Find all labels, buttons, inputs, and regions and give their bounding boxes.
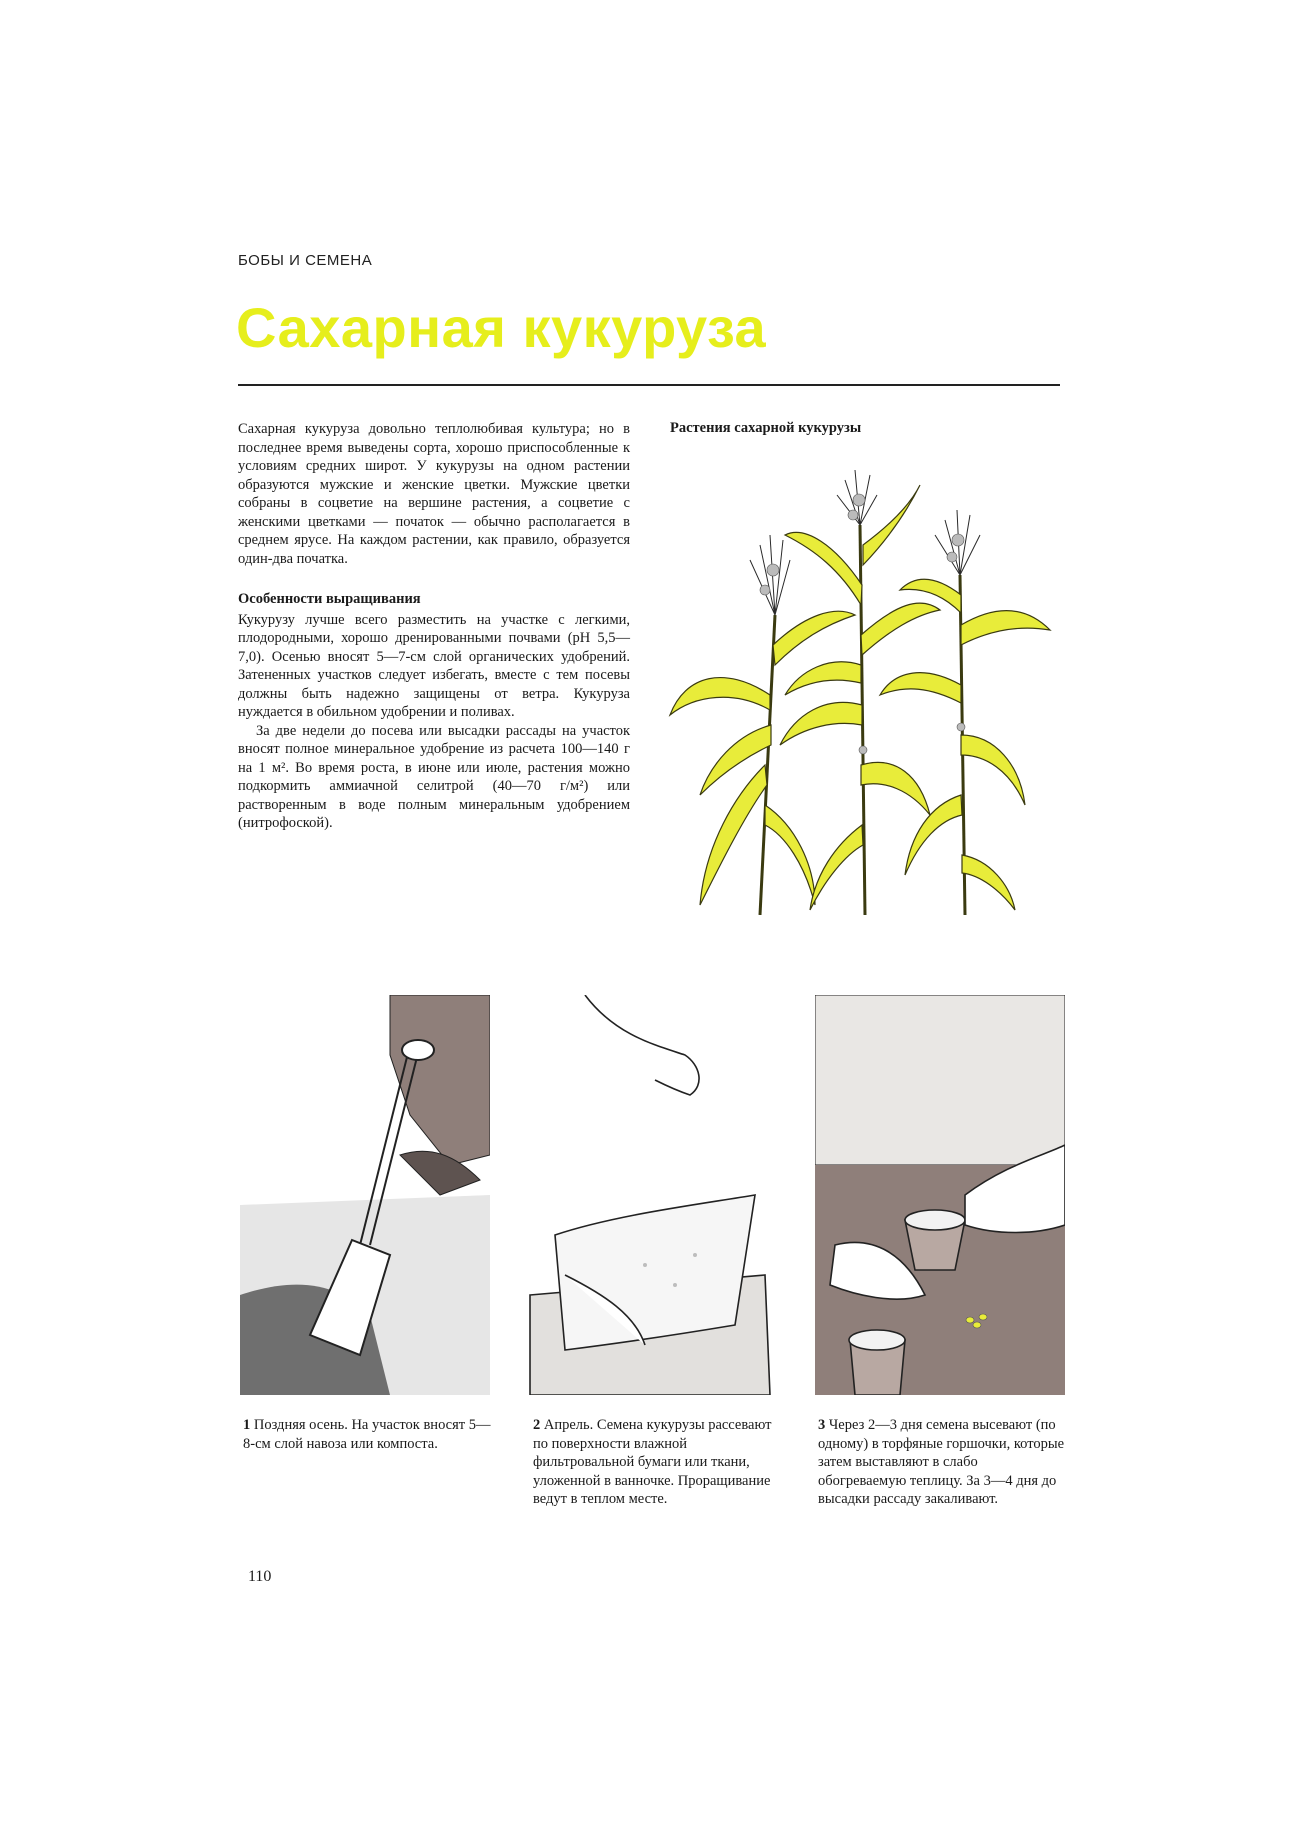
step-3-number: 3 <box>818 1417 826 1433</box>
step-3-caption <box>818 1416 1068 1509</box>
step-1-caption <box>243 1416 493 1453</box>
step-2-number: 2 <box>533 1417 541 1433</box>
step-3-illustration <box>815 995 1065 1395</box>
step-2-illustration <box>525 995 775 1395</box>
page-title: Сахарная кукуруза <box>236 296 767 359</box>
step-3-text: Через 2—3 дня семена высевают (по одному) в торфяные горшочки, которые затем выставляют в слабо обогреваемую теплицу. За 3—4 дня до высадки рассаду закаливают. <box>818 1417 1065 1507</box>
cultivation-paragraph-2: За две недели до посева или высадки рассады на участок вносят полное минеральное удобрение из расчета 100—140 г на 1 м². Во время роста, в июне или июле, растения можно подкормить аммиачной селитрой (40—70 г/м²) или растворенным в воде полным минеральным удобрением (нитрофоской). <box>238 722 630 831</box>
step-2-text: Апрель. Семена кукурузы рассевают по поверхности влажной фильтровальной бумаги или ткани, уложенной в ванночке. Проращивание ведут в теплом месте. <box>533 1417 772 1507</box>
step-1-illustration <box>240 995 490 1395</box>
step-1-text: Поздняя осень. На участок вносят 5—8-см слой навоза или компоста. <box>243 1417 491 1452</box>
title-rule <box>238 384 1060 386</box>
figure-caption: Растения сахарной кукурузы <box>670 420 862 436</box>
page-number: 110 <box>248 1568 272 1585</box>
step-2-caption <box>533 1416 783 1509</box>
corn-plants-illustration <box>665 465 1055 915</box>
cultivation-heading: Особенности выращивания <box>238 591 421 607</box>
text-column <box>238 420 630 833</box>
intro-paragraph: Сахарная кукуруза довольно теплолюбивая культура; но в последнее время выведены сорта, хорошо приспособленные к условиям средних широт. У кукурузы на одном растении образуются мужские и женские цветки. Мужские цветки собраны в соцветие на вершине растения, а соцветие с женскими цветками — початок — обычно располагается в среднем ярусе. На каждом растении, как правило, образуется один-два початка. <box>238 421 630 567</box>
cultivation-paragraph-1: Кукурузу лучше всего разместить на участке с легкими, плодородными, хорошо дренированными почвами (рН 5,5—7,0). Осенью вносят 5—7-см слой органических удобрений. Затененных участков следует избегать, вместе с тем посевы должны быть надежно защищены от ветра. Кукуруза нуждается в обильном удобрении и поливах. <box>238 611 630 720</box>
step-1-number: 1 <box>243 1417 251 1433</box>
section-label: БОБЫ И СЕМЕНА <box>238 252 373 269</box>
